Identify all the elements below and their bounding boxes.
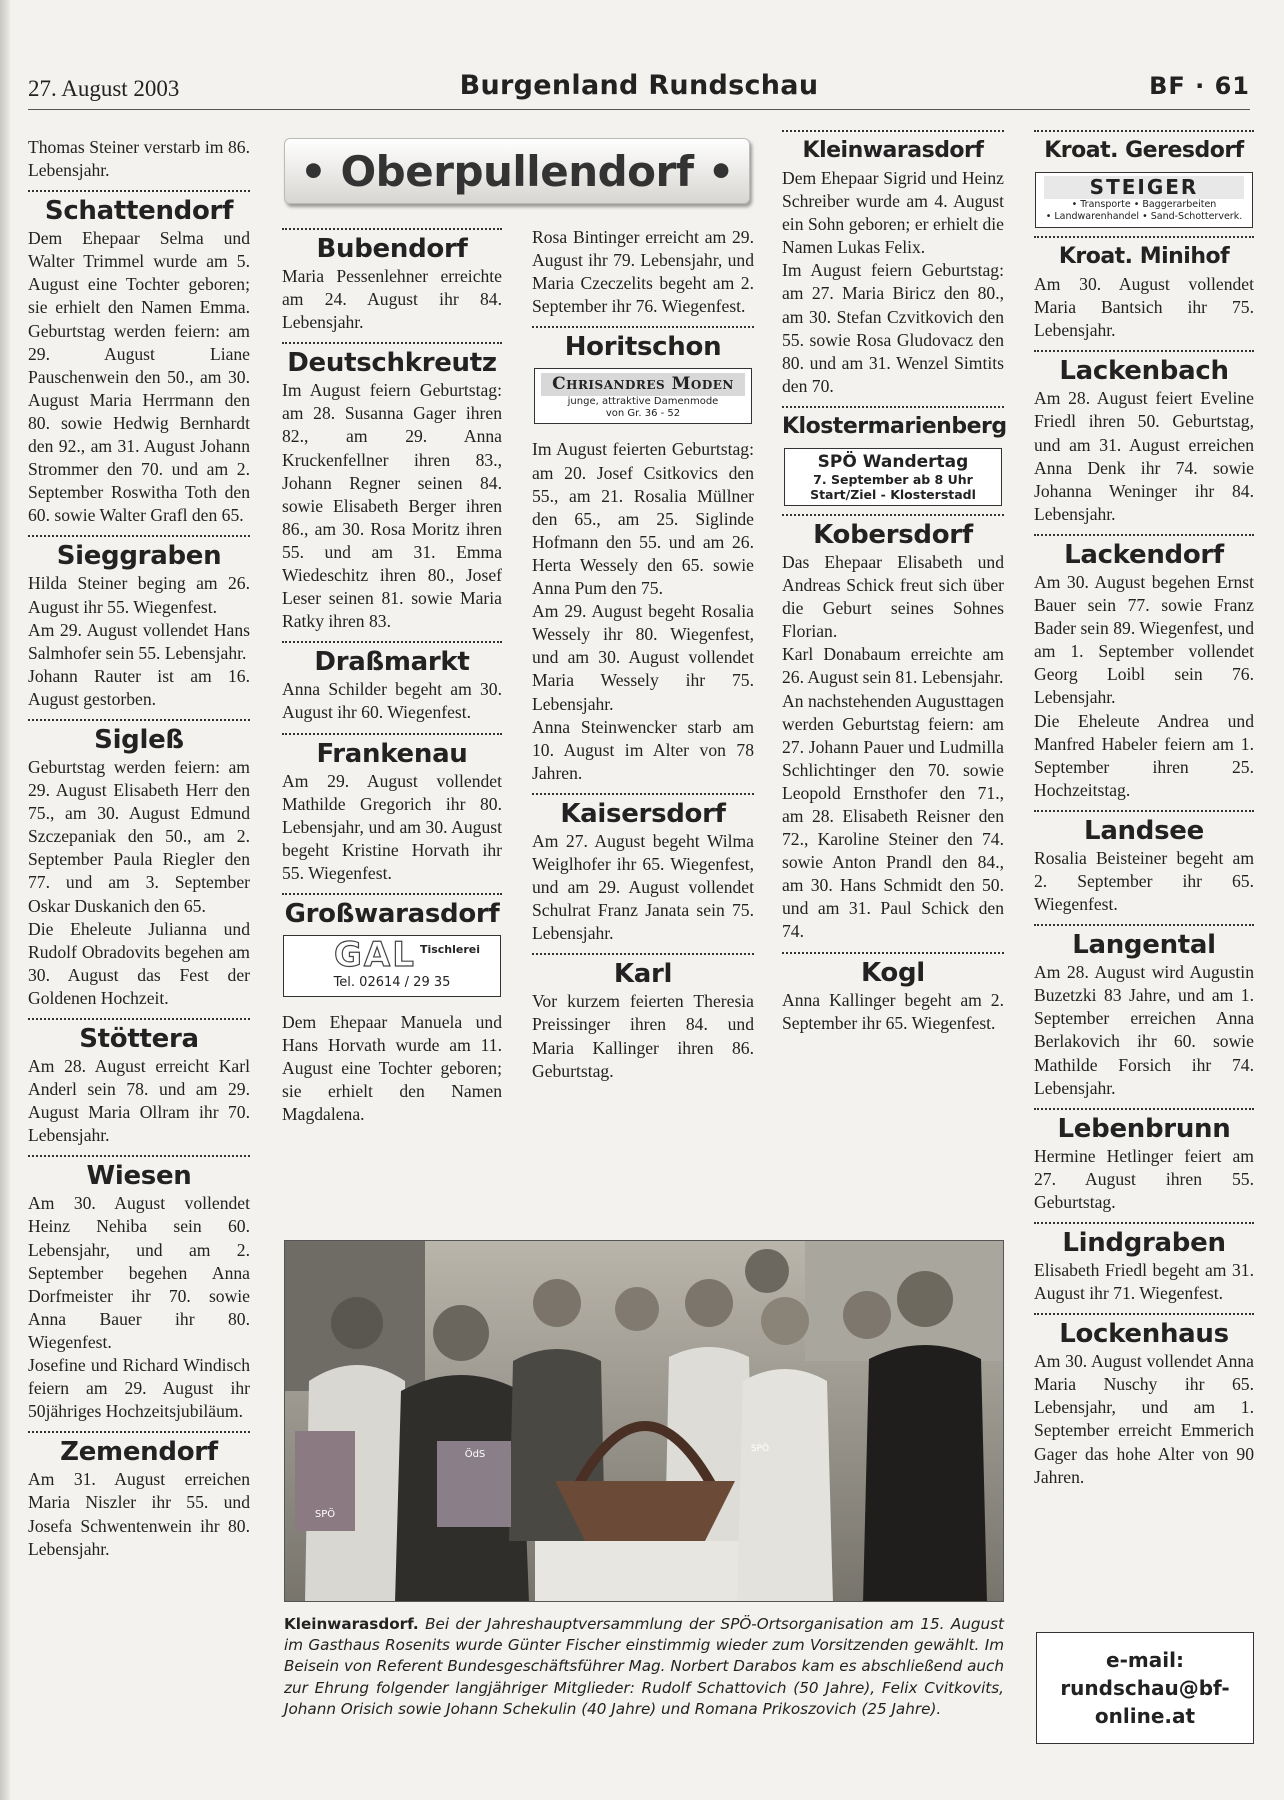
article-text: Hilda Steiner beging am 26. August ihr 55. Wiegenfest. [28,573,250,617]
issue-date: 27. August 2003 [28,76,180,101]
article-text: Am 31. August erreichen Maria Niszler ihr 55. und Josefa Schwentenwein ihr 80. Lebensjahr. [28,1469,250,1559]
divider [282,641,502,643]
article-text: Im August feierten Geburtstag: am 20. Josef Csitkovics den 55., am 21. Rosalia Müllner den 65., am 25. Siglinde Hofmann den 55. und am 26. Herta Wessely den 65. sowie Anna Pum den 75. [532,439,754,599]
ad-text: Tischlerei [419,942,480,956]
article-text: Geburtstag werden feiern: am 29. August Elisabeth Herr den 75., am 30. August Edmund Szczepaniak den 50., am 2. September Paula Riegler den 77. und am 3. September Oskar Duskanich den 65. [28,756,250,916]
heading-frankenau: Frankenau [316,738,468,769]
heading-lackenbach: Lackenbach [1059,356,1229,387]
article-text: Thomas Steiner verstarb im 86. Lebensjahr. [28,137,250,181]
ad-text: von Gr. 36 - 52 [605,408,681,420]
divider [28,535,250,537]
heading-bubendorf: Bubendorf [316,234,468,264]
divider [1034,534,1254,536]
heading-stoettera: Stöttera [79,1024,199,1054]
article-text: Am 30. August vollendet Anna Maria Nuschy ihr 65. Lebensjahr, und am 1. September erreicht Emmerich Gager das hohe Alter von 90 Jahren. [1034,1351,1254,1487]
divider [28,1018,250,1020]
email-address: rundschau@bf- [1060,1676,1230,1700]
article-text: Maria Pessenlehner erreichte am 24. August ihr 84. Lebensjahr. [282,266,502,333]
article-text: Das Ehepaar Elisabeth und Andreas Schick freut sich über die Geburt seines Sohnes Florian. [782,551,1004,642]
divider [1034,924,1254,926]
article-text: Am 27. August begeht Wilma Weiglhofer ihr 65. Wiegenfest, und am 29. August vollendet Schulrat Franz Janata sein 75. Lebensjahr. [532,830,754,944]
article-text: Im August feiern Geburtstag: am 28. Susanna Gager ihren 82., am 29. Anna Kruckenfellner ihren 83., Johann Regner seinen 84. sowie Elisabeth Berger ihren 86., am 30. Rosa Moritz ihren 55. und am 31. Emma Wiedeschitz ihren 80., Josef Leser seinen 81. sowie Maria Ratky ihren 83. [282,380,502,632]
heading-lebenbrunn: Lebenbrunn [1057,1113,1231,1144]
divider [28,1155,250,1157]
divider [28,1431,250,1433]
article-text: Am 30. August vollendet Maria Bantsich ihr 75. Lebensjahr. [1034,274,1254,341]
divider [782,952,1004,954]
gal-logo: GAL [334,934,416,975]
column-3 [532,226,754,1083]
divider [1034,130,1254,132]
divider [28,719,250,721]
column-1 [28,136,250,1561]
article-text: Am 28. August feiert Eveline Friedl ihren 50. Geburtstag, und am 31. August erreichen Anna Denk ihr 74. sowie Johanna Weninger ihr 84. Lebensjahr. [1034,388,1254,524]
newspaper-title: Burgenland Rundschau [459,70,819,101]
ad-text: Start/Ziel - Klosterstadl [810,486,976,502]
folder-label: ÖdS [464,1449,486,1460]
divider [782,514,1004,516]
ad-title: STEIGER [1044,176,1244,199]
divider [282,893,502,895]
heading-wiesen: Wiesen [86,1161,192,1192]
ad-text: 7. September ab 8 Uhr [813,471,973,487]
email-address: online.at [1094,1704,1196,1728]
email-label: e-mail: [1106,1648,1184,1672]
article-text: Rosa Bintinger erreicht am 29. August ihr 79. Lebensjahr, und Maria Czeczelits begeht am 2. September ihr 76. Wiegenfest. [532,227,754,317]
divider [282,733,502,735]
divider [282,228,502,230]
article-text: Am 29. August begeht Rosalia Wessely ihr 80. Wiegenfest, und am 30. August vollendet Maria Wessely ihr 75. Lebensjahr. [532,601,754,714]
folder-label: SPÖ [314,1509,336,1520]
article-text: Am 29. August vollendet Hans Salmhofer sein 55. Lebensjahr. [28,619,250,663]
divider [782,130,1004,132]
heading-drassmarkt: Draßmarkt [314,647,470,678]
article-text: Elisabeth Friedl begeht am 31. August ihr 71. Wiegenfest. [1034,1260,1254,1304]
article-text: Johann Rauter ist am 16. August gestorben. [28,665,250,709]
heading-kogl: Kogl [861,957,925,988]
heading-karl: Karl [613,959,673,990]
region-banner: • Oberpullendorf • [284,138,750,204]
email-box [1036,1632,1254,1744]
column-5 [1034,128,1254,1489]
heading-langental: Langental [1072,930,1216,961]
article-text: Am 28. August wird Augustin Buzetzki 83 Jahre, und am 1. September erreichen Anna Berlakovich ihr 60. sowie Mathilde Forsich ihr 74. Lebensjahr. [1034,962,1254,1098]
divider [1034,1108,1254,1110]
article-text: Rosalia Beisteiner begeht am 2. September ihr 65. Wiegenfest. [1034,847,1254,915]
article-text: Anna Steinwencker starb am 10. August im Alter von 78 Jahren. [532,716,754,783]
heading-sieggraben: Sieggraben [56,541,222,572]
page-edge [0,0,10,1800]
divider [782,406,1004,408]
article-text: Vor kurzem feierten Theresia Preissinger ihren 84. und Maria Kallinger ihren 86. Geburtstag. [532,991,754,1081]
divider [28,190,250,192]
ad-title: Chrisandres Moden [541,373,745,396]
caption-place: Kleinwarasdorf. [284,1615,419,1633]
article-text: Josefine und Richard Windisch feiern am 29. August ihr 50jähriges Hochzeitsjubiläum. [28,1355,250,1422]
divider [532,326,754,328]
article-text: Dem Ehepaar Selma und Walter Trimmel wurde am 5. August eine Tochter geboren; sie erhielt den Namen Emma. Geburtstag werden feiern: am 29. August Liane Pauschenwein den 50., am 30. August Maria Herrmann den 80. sowie Hedwig Bernhardt den 92., am 31. August Johann Strommer den 70. und am 2. September Roswitha Toth den 60. sowie Walter Grafl den 65. [28,228,250,526]
article-text: Anna Schilder begeht am 30. August ihr 60. Wiegenfest. [282,679,502,723]
divider [1034,236,1254,238]
divider [1034,350,1254,352]
article-text: Am 30. August vollendet Heinz Nehiba sein 60. Lebensjahr, und am 2. September begehen Anna Dorfmeister ihr 70. sowie Anna Bauer ihr 80. Wiegenfest. [28,1193,250,1352]
article-text: Am 30. August begehen Ernst Bauer sein 77. sowie Franz Bader sein 89. Wiegenfest, und am 1. September vollendet Georg Loibl sein 76. Lebensjahr. [1034,571,1254,708]
heading-kleinwarasdorf: Kleinwarasdorf [802,138,984,163]
article-text: An nachstehenden Augusttagen werden Geburtstag feiern: am 27. Johann Pauer und Ludmilla Schlichtinger den 70. sowie Leopold Ernsthofer den 71., am 28. Elisabeth Reisner den 72., Karoline Steiner den 74. sowie Anton Prandl den 84., am 30. Hans Schmidt den 50. und am 31. Paul Schick den 74. [782,690,1004,942]
article-text: Karl Donabaum erreichte am 26. August sein 81. Lebensjahr. [782,644,1004,688]
heading-kroat-minihof: Kroat. Minihof [1058,244,1230,270]
article-text: Dem Ehepaar Manuela und Hans Horvath wurde am 11. August eine Tochter geboren; sie erhielt den Namen Magdalena. [282,1011,502,1125]
photo-illustration [285,1241,1004,1602]
article-text: Hermine Hetlinger feiert am 27. August ihren 55. Geburtstag. [1034,1145,1254,1212]
column-2 [282,224,502,1126]
heading-sigless: Sigleß [94,724,184,755]
ad-chrisandres-moden [534,368,752,424]
divider [282,342,502,344]
heading-kroat-geresdorf: Kroat. Geresdorf [1044,138,1244,163]
ad-text: • Landwarenhandel • Sand-Schotterverk. [1045,211,1243,223]
heading-grosswarasdorf: Großwarasdorf [284,898,500,929]
heading-klostermarienberg: Klostermarienberg [782,413,1007,439]
folder-label: SPÖ [750,1444,770,1454]
article-text: Anna Kallinger begeht am 2. September ihr 65. Wiegenfest. [782,989,1004,1033]
photo-caption [284,1614,1004,1720]
group-photo [284,1240,1004,1602]
heading-lindgraben: Lindgraben [1062,1228,1226,1258]
masthead [28,68,1250,110]
heading-zemendorf: Zemendorf [60,1437,218,1468]
divider [1034,810,1254,812]
ad-title: SPÖ Wandertag [817,451,969,472]
heading-lackendorf: Lackendorf [1064,539,1224,570]
ad-steiger [1035,172,1253,228]
heading-horitschon: Horitschon [564,332,722,363]
ad-phone: Tel. 02614 / 29 35 [333,974,451,990]
page-number: BF · 61 [1149,72,1250,100]
ad-spoe-wandertag [784,448,1002,506]
divider [532,953,754,955]
divider [1034,1222,1254,1224]
ad-tischlerei-gal [283,935,501,997]
heading-landsee: Landsee [1084,815,1204,846]
heading-deutschkreutz: Deutschkreutz [287,348,497,379]
article-text: Am 28. August erreicht Karl Anderl sein 78. und am 29. August Maria Ollram ihr 70. Lebensjahr. [28,1056,250,1146]
ad-text: junge, attraktive Damenmode [567,396,719,408]
heading-kobersdorf: Kobersdorf [813,519,973,550]
article-text: Dem Ehepaar Sigrid und Heinz Schreiber wurde am 4. August ein Sohn geboren; er erhielt die Namen Lukas Felix. [782,168,1004,258]
column-4 [782,128,1007,1035]
divider [1034,1313,1254,1315]
article-text: Die Eheleute Julianna und Rudolf Obradovits begehen am 30. August das Fest der Goldenen Hochzeit. [28,918,250,1008]
caption-text: Bei der Jahreshauptversammlung der SPÖ-Ortsorganisation am 15. August im Gasthaus Rosenits wurde Günter Fischer einstimmig wieder zum Vorsitzenden gewählt. Im Beisein von Referent Bundesgeschäftsführer Mag. Norbert Darabos kam es abschließend auch zur Ehrung folgender langjähriger Mitglieder: Rudolf Schattovich (50 Jahre), Felix Cvitkovits, Johann Orisich sowie Johann Schekulin (40 Jahre) und Romana Prikoszovich (25 Jahre). [284,1615,1004,1718]
heading-kaisersdorf: Kaisersdorf [560,798,726,829]
article-text: Im August feiern Geburtstag: am 27. Maria Biricz den 80., am 30. Stefan Czvitkovich den 55. sowie Rosa Gludovacz den 80. und am 31. Wenzel Simtits den 70. [782,260,1004,396]
divider [532,793,754,795]
heading-lockenhaus: Lockenhaus [1059,1319,1229,1350]
heading-schattendorf: Schattendorf [44,196,234,227]
article-text: Die Eheleute Andrea und Manfred Habeler feiern am 1. September ihren 25. Hochzeitstag. [1034,710,1254,800]
ad-text: • Transporte • Baggerarbeiten [1071,199,1217,211]
article-text: Am 29. August vollendet Mathilde Gregorich ihr 80. Lebensjahr, und am 30. August begeht Kristine Horvath ihr 55. Wiegenfest. [282,770,502,883]
